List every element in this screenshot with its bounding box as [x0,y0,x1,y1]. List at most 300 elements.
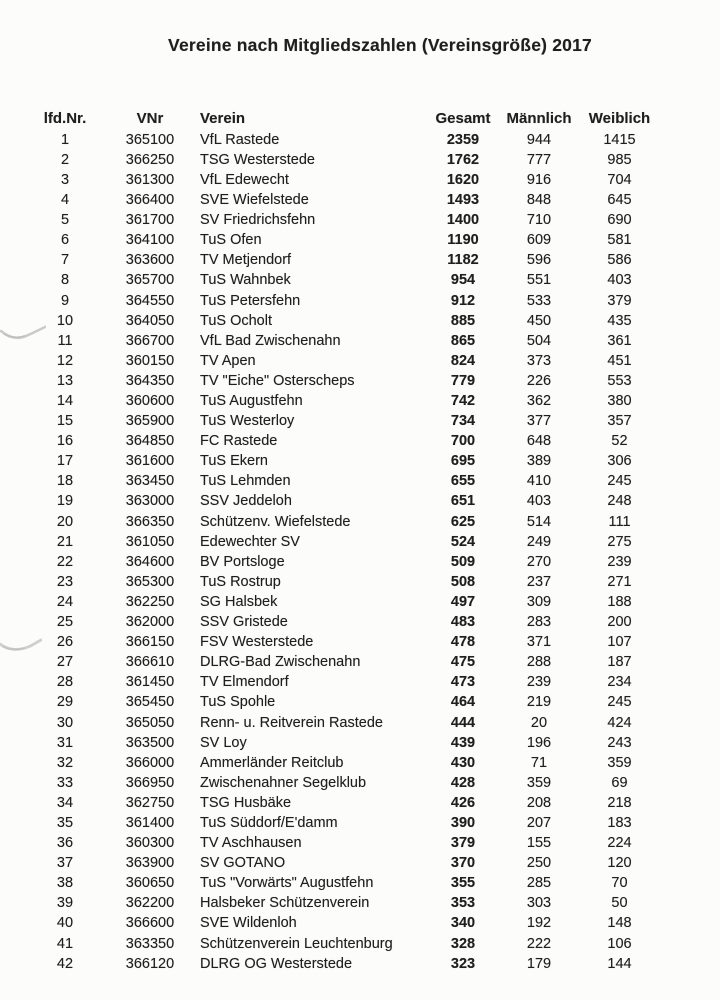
cell-lfdnr: 19 [56,493,74,510]
cell-vnr: 361050 [125,533,175,550]
column-header-maennlich: Männlich [506,109,572,127]
cell-gesamt: 483 [450,614,476,631]
cell-lfdnr: 28 [56,674,74,691]
cell-vnr: 366250 [125,151,175,168]
cell-gesamt: 379 [450,835,476,852]
cell-lfdnr: 4 [60,192,70,209]
cell-verein: TuS Rostrup [200,573,281,590]
cell-weiblich: 985 [607,151,632,168]
table-row [30,532,662,552]
table-row [30,552,662,572]
table-row [30,190,662,210]
cell-vnr: 363600 [125,252,175,269]
cell-lfdnr: 39 [56,895,74,912]
cell-weiblich: 553 [607,372,632,389]
cell-gesamt: 1182 [447,252,479,269]
cell-verein: SG Halsbek [200,593,278,610]
cell-lfdnr: 18 [56,473,74,490]
cell-weiblich: 361 [607,332,632,349]
table-row [30,873,662,893]
cell-weiblich: 234 [607,674,632,691]
cell-vnr: 361600 [125,453,175,470]
cell-maennlich: 551 [526,272,552,289]
cell-vnr: 366400 [125,192,175,209]
cell-weiblich: 218 [607,794,632,811]
cell-maennlich: 192 [526,915,552,932]
cell-vnr: 365100 [125,131,175,148]
cell-weiblich: 359 [607,754,632,771]
cell-vnr: 366120 [125,955,175,972]
column-header-vnr: VNr [136,109,164,127]
cell-lfdnr: 15 [56,413,74,430]
cell-lfdnr: 14 [56,393,74,410]
cell-maennlich: 196 [526,734,552,751]
cell-lfdnr: 30 [56,714,74,731]
table-row [30,130,662,150]
page-title: Vereine nach Mitgliedszahlen (Vereinsgröße) 2017 [168,35,592,55]
cell-vnr: 365700 [125,272,175,289]
cell-lfdnr: 32 [56,754,74,771]
cell-maennlich: 450 [526,312,552,329]
cell-maennlich: 155 [526,835,552,852]
cell-maennlich: 710 [526,212,552,229]
cell-verein: VfL Edewecht [200,171,289,188]
table-row [30,452,662,472]
cell-vnr: 364100 [125,232,175,249]
cell-lfdnr: 12 [56,352,74,369]
cell-weiblich: 187 [607,654,632,671]
table-header-row [30,106,662,130]
cell-vnr: 364350 [125,372,175,389]
table-row [30,492,662,512]
cell-lfdnr: 5 [60,212,70,229]
cell-maennlich: 848 [526,192,552,209]
cell-gesamt: 1762 [446,151,480,168]
table-row [30,793,662,813]
cell-lfdnr: 33 [56,774,74,791]
cell-vnr: 363000 [125,493,175,510]
table-row [30,853,662,873]
cell-weiblich: 50 [611,895,628,912]
cell-lfdnr: 13 [56,372,74,389]
cell-vnr: 363450 [125,473,175,490]
cell-lfdnr: 10 [56,312,74,329]
table-body [30,130,662,974]
cell-verein: TV Metjendorf [200,252,292,269]
cell-verein: TuS Ofen [200,232,262,249]
table-row [30,813,662,833]
cell-weiblich: 106 [607,935,632,952]
cell-weiblich: 107 [607,634,632,651]
cell-weiblich: 243 [607,734,632,751]
cell-maennlich: 533 [526,292,552,309]
cell-vnr: 366610 [125,654,175,671]
cell-weiblich: 200 [607,614,632,631]
cell-gesamt: 700 [450,433,476,450]
cell-verein: Ammerländer Reitclub [200,754,344,771]
cell-maennlich: 596 [526,252,552,269]
cell-lfdnr: 20 [56,513,74,530]
cell-verein: SVE Wiefelstede [200,192,309,209]
cell-verein: SV GOTANO [200,855,286,872]
cell-verein: SVE Wildenloh [200,915,297,932]
cell-verein: TV "Eiche" Osterscheps [200,372,355,389]
table-row [30,894,662,914]
table-row [30,391,662,411]
cell-lfdnr: 26 [56,634,74,651]
table-row [30,773,662,793]
cell-weiblich: 120 [607,855,632,872]
cell-lfdnr: 8 [60,272,70,289]
cell-maennlich: 777 [526,151,552,168]
cell-verein: SV Friedrichsfehn [200,212,316,229]
table-row [30,431,662,451]
cell-maennlich: 377 [526,413,552,430]
cell-weiblich: 224 [607,835,632,852]
cell-gesamt: 695 [450,453,476,470]
cell-lfdnr: 11 [57,332,73,349]
cell-vnr: 366150 [125,634,175,651]
cell-gesamt: 340 [450,915,476,932]
cell-gesamt: 865 [450,332,476,349]
cell-gesamt: 625 [450,513,476,530]
cell-verein: TuS Spohle [200,694,276,711]
cell-lfdnr: 25 [56,614,74,631]
cell-weiblich: 306 [607,453,632,470]
cell-weiblich: 183 [607,814,632,831]
cell-vnr: 366000 [125,754,175,771]
cell-gesamt: 912 [450,292,476,309]
cell-vnr: 364600 [125,553,175,570]
cell-gesamt: 734 [450,413,476,430]
cell-weiblich: 245 [607,694,632,711]
cell-maennlich: 250 [526,855,552,872]
table-row [30,311,662,331]
cell-lfdnr: 23 [56,573,74,590]
cell-gesamt: 464 [450,694,476,711]
cell-maennlich: 222 [526,935,552,952]
cell-verein: Zwischenahner Segelklub [200,774,367,791]
table-row [30,833,662,853]
cell-verein: TuS Petersfehn [200,292,301,309]
cell-maennlich: 226 [526,372,552,389]
cell-gesamt: 473 [450,674,476,691]
cell-gesamt: 2359 [446,131,480,148]
cell-lfdnr: 41 [56,935,74,952]
column-header-verein: Verein [200,109,246,127]
cell-lfdnr: 6 [60,232,70,249]
cell-lfdnr: 40 [56,915,74,932]
cell-verein: SSV Jeddeloh [200,493,292,510]
cell-gesamt: 779 [450,372,476,389]
cell-gesamt: 1190 [447,232,479,249]
cell-gesamt: 370 [450,855,476,872]
table-row [30,713,662,733]
table-row [30,954,662,974]
table-row [30,371,662,391]
cell-lfdnr: 7 [60,252,70,269]
cell-weiblich: 451 [607,352,632,369]
cell-maennlich: 207 [526,814,552,831]
cell-maennlich: 285 [526,875,552,892]
cell-vnr: 362750 [125,794,175,811]
cell-gesamt: 742 [450,393,476,410]
table-row [30,733,662,753]
cell-maennlich: 249 [526,533,552,550]
cell-verein: Renn- u. Reitverein Rastede [200,714,383,731]
cell-lfdnr: 16 [56,433,74,450]
cell-vnr: 366600 [125,915,175,932]
cell-vnr: 363500 [125,734,175,751]
cell-lfdnr: 42 [56,955,74,972]
table-row [30,230,662,250]
cell-lfdnr: 24 [56,593,74,610]
cell-weiblich: 1415 [603,131,636,148]
cell-verein: TuS Süddorf/E'damm [200,814,338,831]
table-row [30,753,662,773]
cell-maennlich: 944 [526,131,552,148]
cell-weiblich: 144 [607,955,632,972]
cell-weiblich: 188 [607,593,632,610]
cell-lfdnr: 3 [60,171,70,188]
table-row [30,150,662,170]
cell-verein: TSG Husbäke [200,794,292,811]
cell-weiblich: 424 [607,714,632,731]
cell-gesamt: 475 [450,654,476,671]
cell-maennlich: 609 [526,232,552,249]
cell-maennlich: 371 [526,634,552,651]
table-row [30,411,662,431]
cell-lfdnr: 35 [56,814,74,831]
cell-gesamt: 444 [450,714,476,731]
cell-verein: TuS "Vorwärts" Augustfehn [200,875,374,892]
cell-gesamt: 1620 [446,171,480,188]
cell-verein: Schützenverein Leuchtenburg [200,935,393,952]
cell-verein: SSV Gristede [200,614,288,631]
cell-weiblich: 275 [607,533,632,550]
cell-weiblich: 148 [607,915,632,932]
cell-gesamt: 655 [450,473,476,490]
cell-weiblich: 581 [607,232,632,249]
cell-vnr: 366700 [125,332,175,349]
table-row [30,592,662,612]
table-row [30,351,662,371]
cell-weiblich: 70 [611,875,628,892]
cell-gesamt: 323 [450,955,476,972]
cell-verein: TuS Westerloy [200,413,295,430]
cell-lfdnr: 31 [56,734,74,751]
cell-vnr: 360600 [125,393,175,410]
cell-vnr: 364550 [125,292,175,309]
table-row [30,251,662,271]
cell-verein: TuS Ekern [200,453,268,470]
cell-weiblich: 403 [607,272,632,289]
cell-verein: TuS Augustfehn [200,393,303,410]
cell-lfdnr: 17 [56,453,74,470]
cell-vnr: 361450 [125,674,175,691]
cell-gesamt: 478 [450,634,476,651]
cell-vnr: 362200 [125,895,175,912]
cell-gesamt: 390 [450,814,476,831]
cell-lfdnr: 9 [60,292,70,309]
cell-verein: TV Elmendorf [200,674,289,691]
cell-gesamt: 355 [450,875,476,892]
cell-maennlich: 504 [526,332,552,349]
table-row [30,632,662,652]
cell-weiblich: 271 [607,573,632,590]
cell-gesamt: 439 [450,734,476,751]
cell-verein: VfL Bad Zwischenahn [200,332,341,349]
cell-weiblich: 379 [607,292,632,309]
cell-vnr: 361700 [125,212,175,229]
cell-vnr: 360650 [125,875,175,892]
cell-maennlich: 373 [526,352,552,369]
cell-maennlich: 237 [526,573,552,590]
cell-maennlich: 283 [526,614,552,631]
cell-lfdnr: 38 [56,875,74,892]
cell-gesamt: 353 [450,895,476,912]
cell-vnr: 365300 [125,573,175,590]
cell-verein: FC Rastede [200,433,278,450]
cell-maennlich: 389 [526,453,552,470]
cell-verein: TV Aschhausen [200,835,302,852]
table-row [30,472,662,492]
cell-weiblich: 245 [607,473,632,490]
cell-verein: TSG Westerstede [200,151,315,168]
cell-vnr: 365450 [125,694,175,711]
table-row [30,271,662,291]
cell-vnr: 361400 [125,814,175,831]
cell-weiblich: 239 [607,553,632,570]
cell-gesamt: 1400 [446,212,480,229]
table-row [30,210,662,230]
table-row [30,331,662,351]
cell-gesamt: 651 [450,493,476,510]
cell-gesamt: 885 [450,312,476,329]
cell-lfdnr: 22 [56,553,74,570]
table-row [30,914,662,934]
cell-maennlich: 514 [526,513,552,530]
column-header-gesamt: Gesamt [435,109,491,127]
cell-gesamt: 426 [450,794,476,811]
cell-vnr: 364850 [125,433,175,450]
cell-lfdnr: 1 [60,131,70,148]
cell-vnr: 363350 [125,935,175,952]
cell-maennlich: 359 [526,774,552,791]
club-membership-table [30,106,662,974]
table-row [30,693,662,713]
cell-lfdnr: 36 [56,835,74,852]
cell-maennlich: 916 [526,171,552,188]
cell-gesamt: 824 [450,352,476,369]
cell-maennlich: 208 [526,794,552,811]
cell-maennlich: 648 [526,433,552,450]
cell-verein: TuS Lehmden [200,473,291,490]
cell-maennlich: 288 [526,654,552,671]
cell-weiblich: 357 [607,413,632,430]
cell-gesamt: 1493 [446,192,480,209]
cell-vnr: 363900 [125,855,175,872]
cell-maennlich: 270 [526,553,552,570]
cell-weiblich: 586 [607,252,632,269]
cell-verein: TV Apen [200,352,256,369]
cell-vnr: 366950 [125,774,175,791]
cell-weiblich: 645 [607,192,632,209]
cell-maennlich: 71 [530,754,548,771]
cell-gesamt: 428 [450,774,476,791]
cell-gesamt: 508 [450,573,476,590]
cell-maennlich: 362 [526,393,552,410]
cell-lfdnr: 34 [56,794,74,811]
table-row [30,291,662,311]
cell-verein: TuS Wahnbek [200,272,291,289]
cell-verein: Halsbeker Schützenverein [200,895,370,912]
cell-maennlich: 219 [526,694,552,711]
cell-weiblich: 111 [608,513,631,530]
cell-weiblich: 248 [607,493,632,510]
cell-lfdnr: 2 [60,151,70,168]
column-header-weiblich: Weiblich [588,109,651,127]
cell-gesamt: 328 [450,935,476,952]
cell-verein: Edewechter SV [200,533,300,550]
cell-lfdnr: 27 [56,654,74,671]
cell-lfdnr: 37 [56,855,74,872]
cell-vnr: 360150 [125,352,175,369]
table-row [30,512,662,532]
table-row [30,170,662,190]
cell-lfdnr: 21 [56,533,74,550]
table-row [30,652,662,672]
cell-vnr: 362250 [125,593,175,610]
cell-vnr: 365050 [125,714,175,731]
cell-maennlich: 410 [526,473,552,490]
cell-gesamt: 509 [450,553,476,570]
table-row [30,673,662,693]
table-row [30,934,662,954]
cell-verein: FSV Westerstede [200,634,314,651]
cell-vnr: 365900 [125,413,175,430]
cell-weiblich: 380 [607,393,632,410]
cell-verein: DLRG-Bad Zwischenahn [200,654,361,671]
cell-gesamt: 497 [450,593,476,610]
cell-maennlich: 20 [530,714,548,731]
cell-vnr: 366350 [125,513,175,530]
cell-vnr: 362000 [125,614,175,631]
cell-maennlich: 309 [526,593,552,610]
cell-vnr: 361300 [125,171,175,188]
cell-gesamt: 430 [450,754,476,771]
cell-vnr: 360300 [125,835,175,852]
cell-gesamt: 954 [450,272,476,289]
table-row [30,572,662,592]
cell-verein: Schützenv. Wiefelstede [200,513,351,530]
cell-lfdnr: 29 [56,694,74,711]
cell-verein: TuS Ocholt [200,312,272,329]
cell-maennlich: 179 [526,955,552,972]
table-row [30,612,662,632]
cell-weiblich: 435 [607,312,632,329]
cell-maennlich: 403 [526,493,552,510]
cell-weiblich: 52 [611,433,628,450]
cell-verein: DLRG OG Westerstede [200,955,353,972]
cell-weiblich: 704 [607,171,632,188]
cell-maennlich: 239 [526,674,552,691]
column-header-lfdnr: lfd.Nr. [43,109,87,127]
cell-verein: VfL Rastede [200,131,280,148]
cell-gesamt: 524 [450,533,476,550]
cell-weiblich: 69 [611,774,628,791]
cell-verein: BV Portsloge [200,553,285,570]
